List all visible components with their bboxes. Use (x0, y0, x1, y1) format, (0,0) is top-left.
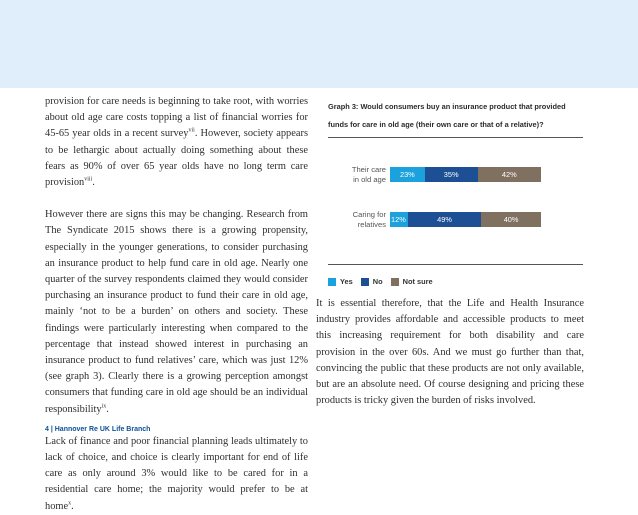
data-label: 40% (503, 215, 519, 224)
footnote-ref: ix (101, 403, 107, 410)
footnote-ref: x (68, 500, 72, 507)
data-label: 35% (443, 170, 459, 179)
bar-segment-notsure-own-care (478, 167, 541, 182)
data-label: 12% (391, 215, 406, 224)
bar-segment-no-relatives (408, 212, 481, 227)
chart-top-rule (328, 137, 583, 138)
legend-swatch-yes (328, 278, 336, 286)
legend-item-not-sure: Not sure (391, 277, 433, 286)
data-label: 23% (399, 170, 415, 179)
data-label: 42% (501, 170, 517, 179)
bar-row-own-care (390, 167, 541, 182)
bar-segment-no-own-care (425, 167, 478, 182)
category-label-relatives: Caring for relatives (352, 210, 386, 229)
legend-swatch-no (361, 278, 369, 286)
paragraph-care-worries: provision for care needs is beginning to take root, with worries about old age care costs topping a list of financial worries for 45-65 year olds in a recent survey$^{vii}$. However, society appears to be lethargic about actually doing something about these fears as 90% of over 65 year olds have no long term care provision$^{viii}$. (45, 96, 308, 189)
category-label-own-care: Their care in old age (351, 165, 386, 184)
header-band (0, 0, 638, 88)
paragraph-lack-of-finance: Lack of finance and poor financial planning leads ultimately to lack of choice, and choice is clearly important for end of life care as only around 3% would like to be cared for in a residential care home; the majority would prefer to be at home$^x$. (45, 435, 308, 512)
chart-bottom-rule (328, 264, 583, 265)
paragraph-conclusion: It is essential therefore, that the Life and Health Insurance industry provides affordable and accessible products to meet this increasing requirement for both disability and care provision in the over 60s. And we must go further than that, convincing the public that these products are not only available, but are an absolute need. Of course designing and pricing these products is tricky given the burden of risks involved. (316, 298, 584, 407)
legend-item-no: No (361, 277, 383, 286)
right-column (316, 296, 584, 409)
bar-segment-notsure-relatives (481, 212, 541, 227)
page-footer: 4 | Hannover Re UK Life Branch (45, 426, 151, 433)
chart-title: Graph 3: Would consumers buy an insurance product that provided funds for care in old age (their own care or that of a relative)? (328, 102, 566, 129)
paragraph-research: However there are signs this may be changing. Research from The Syndicate 2015 shows there is a growing propensity, especially in the younger generations, to consider purchasing an insurance product to help fund care in old age. Nearly one quarter of the survey respondents claimed they would consider purchasing an insurance product to fund their care in old age, mainly ‘not to be a burden’ on others and society. These findings were particularly interesting when compared to the percentage that instead showed interest in purchasing an insurance product to fund relatives’ care, which was just 12% (see graph 3). Clearly there is a growing perception amongst consumers that funding care in old age should be an individual responsibility$^{ix}$. (45, 209, 308, 415)
chart-legend (328, 277, 441, 286)
footnote-ref: viii (84, 176, 93, 183)
legend-swatch-not-sure (391, 278, 399, 286)
left-column (45, 94, 308, 515)
footnote-ref: vii (188, 127, 195, 134)
data-label: 49% (437, 215, 452, 224)
bar-segment-yes-relatives (390, 212, 408, 227)
legend-item-yes: Yes (328, 277, 353, 286)
bar-row-relatives (390, 212, 541, 227)
bar-segment-yes-own-care (390, 167, 425, 182)
